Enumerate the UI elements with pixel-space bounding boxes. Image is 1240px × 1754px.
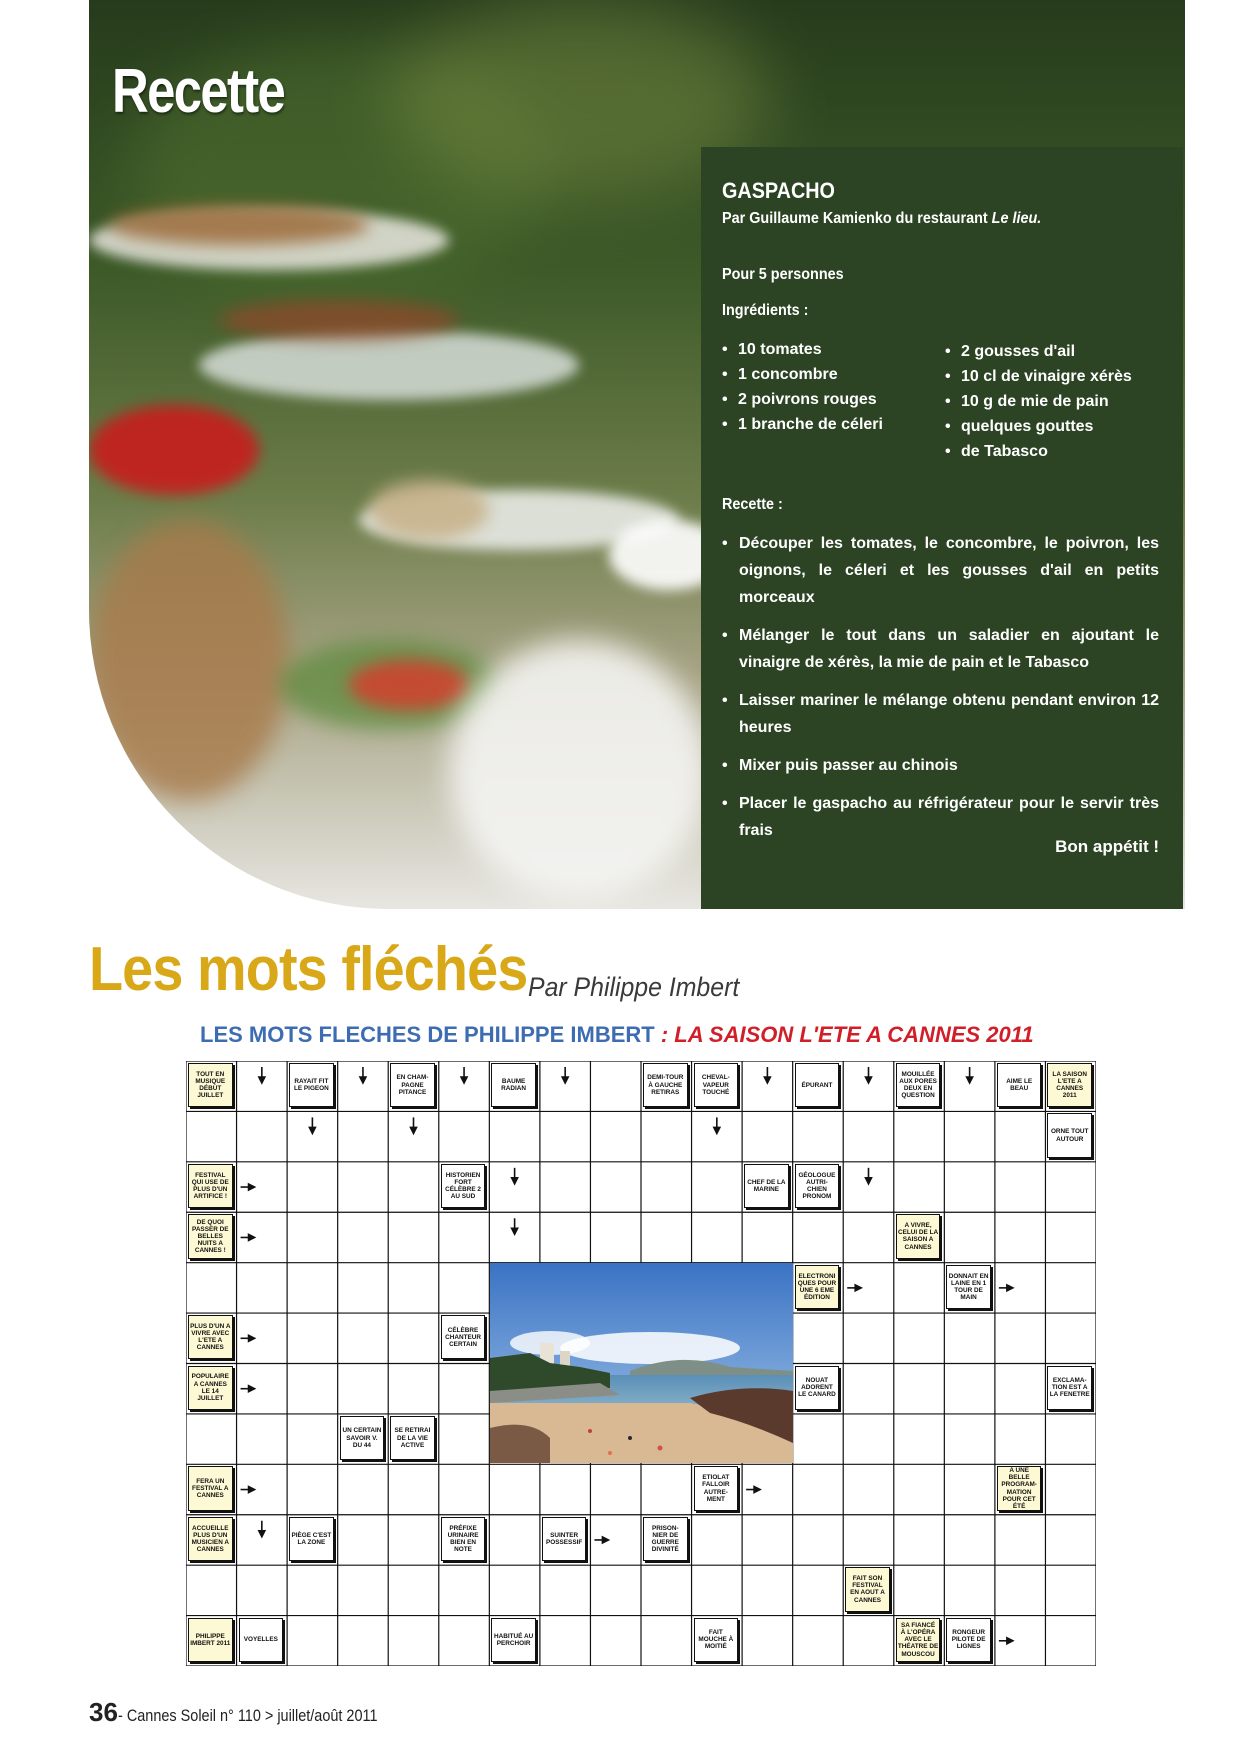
crossword-clue: A VIVRE, CELUI DE LA SAISON A CANNES (896, 1214, 941, 1258)
crossword-clue: SA FIANCÉ À L'OPÉRA AVEC LE THÉATRE DE MOUSCOU (896, 1618, 941, 1662)
crossword-clue: FERA UN FESTIVAL A CANNES (188, 1466, 233, 1510)
steps-list (722, 530, 1159, 855)
arrow-down-icon (866, 1168, 872, 1184)
crossword-clue: GÉOLOGUE AUTRI-CHIEN PRONOM (795, 1164, 840, 1208)
arrow-down-icon (764, 1067, 770, 1083)
ingredients-list-1 (722, 337, 883, 437)
arrow-right-icon (999, 1638, 1013, 1644)
crossword-clue: ORNE TOUT AUTOUR (1047, 1113, 1092, 1157)
crossword-clue: ACCUEILLE PLUS D'UN MUSICIEN A CANNES (188, 1517, 233, 1561)
crossword-clue: FAIT MOUCHE À MOITIÉ (694, 1618, 739, 1662)
ingredient-item: • 10 cl de vinaigre xérès (945, 364, 1132, 389)
crossword-title: Les mots fléchés (89, 935, 528, 1004)
crossword-clue: ÉPURANT (795, 1063, 840, 1107)
ingredients-list-2 (945, 339, 1132, 464)
arrow-down-icon (512, 1218, 518, 1234)
arrow-right-icon (847, 1285, 861, 1291)
arrow-right-icon (241, 1487, 255, 1493)
crossword-clue: HABITUÉ AU PERCHOIR (491, 1618, 536, 1662)
crossword-clue: FAIT SON FESTIVAL EN AOUT A CANNES (845, 1567, 890, 1611)
arrow-down-icon (461, 1067, 467, 1083)
crossword-clue: PLUS D'UN A VIVRE AVEC L'ETE A CANNES (188, 1315, 233, 1359)
crossword-clue: SUINTER POSSESSIF (542, 1517, 587, 1561)
step-item: • Placer le gaspacho au réfrigérateur pour le servir très frais (722, 790, 1159, 844)
ingredient-item: • 2 poivrons rouges (722, 387, 883, 412)
page-section-title: Recette (112, 57, 285, 126)
crossword-subtitle (200, 1022, 1034, 1048)
arrow-right-icon (241, 1234, 255, 1240)
crossword-author: Par Philippe Imbert (528, 972, 740, 1002)
recipe-author (722, 210, 1041, 228)
ingredient-item: • 10 g de mie de pain (945, 389, 1132, 414)
crossword-clue: LA SAISON L'ETE A CANNES 2011 (1047, 1063, 1092, 1107)
crossword-clue: RAYAIT FIT LE PIGEON (289, 1063, 334, 1107)
crossword-clue: RONGEUR PILOTE DE LIGNES (946, 1618, 991, 1662)
recipe-panel (701, 147, 1183, 909)
crossword-clue: HISTORIEN FORT CÉLÈBRE 2 AU SUD (441, 1164, 486, 1208)
crossword-clue: DEMI-TOUR À GAUCHE RETIRAS (643, 1063, 688, 1107)
arrow-right-icon (241, 1335, 255, 1341)
arrow-down-icon (360, 1067, 366, 1083)
ingredient-item-continued: • de Tabasco (945, 439, 1132, 464)
recipe-servings: Pour 5 personnes (722, 266, 844, 283)
crossword-clue: NOUAT ADORENT LE CANARD (795, 1366, 840, 1410)
step-item: • Mixer puis passer au chinois (722, 752, 1159, 779)
crossword-clue: CHEF DE LA MARINE (744, 1164, 789, 1208)
page-number: 36 (89, 1697, 118, 1727)
crossword-clue: PRÉFIXE URINAIRE BIEN EN NOTE (441, 1517, 486, 1561)
arrow-right-icon (999, 1285, 1013, 1291)
ingredients-label: Ingrédients : (722, 302, 809, 319)
crossword-clue: DE QUOI PASSER DE BELLES NUITS A CANNES ! (188, 1214, 233, 1258)
crossword-clue: EXCLAMA-TION EST A LA FENETRE (1047, 1366, 1092, 1410)
crossword-clue: ELECTRONI QUES POUR UNE 6 EME ÉDITION (795, 1265, 840, 1309)
arrow-right-icon (241, 1184, 255, 1190)
steps-label: Recette : (722, 496, 783, 513)
crossword-clue: PHILIPPE IMBERT 2011 (188, 1618, 233, 1662)
arrow-down-icon (866, 1067, 872, 1083)
ingredient-item: • 1 branche de céleri (722, 412, 883, 437)
crossword-clue: PIÈGE C'EST LA ZONE (289, 1517, 334, 1561)
step-item: • Laisser mariner le mélange obtenu pendant environ 12 heures (722, 687, 1159, 741)
crossword-clue: FESTIVAL QUI USE DE PLUS D'UN ARTIFICE ! (188, 1164, 233, 1208)
arrow-right-icon (594, 1537, 608, 1543)
arrow-right-icon (746, 1487, 760, 1493)
arrow-right-icon (241, 1386, 255, 1392)
recipe-author-prefix: Par Guillaume Kamienko du restaurant (722, 210, 992, 227)
crossword-clue: ETIOLAT FALLOIR AUTRE-MENT (694, 1466, 739, 1510)
footer-text: - Cannes Soleil n° 110 > juillet/août 2011 (117, 1706, 378, 1725)
ingredient-item: • 2 gousses d'ail (945, 339, 1132, 364)
crossword-clue: PRISON-NIER DE GUERRE DIVINITÉ (643, 1517, 688, 1561)
crossword-clue: SE RETIRAI DE LA VIE ACTIVE (390, 1416, 435, 1460)
crossword-clue: VOYELLES (239, 1618, 284, 1662)
arrow-down-icon (967, 1067, 973, 1083)
crossword-clue: A UNE BELLE PROGRAM-MATION POUR CET ÉTÉ (997, 1466, 1042, 1510)
ingredient-item: • 1 concombre (722, 362, 883, 387)
beach-photo (490, 1263, 793, 1463)
page-footer (89, 1697, 423, 1728)
crossword-clue: EN CHAM-PAGNE PITANCE (390, 1063, 435, 1107)
crossword-clue: DONNAIT EN LAINE EN 1 TOUR DE MAIN (946, 1265, 991, 1309)
crossword-clue: CHEVAL-VAPEUR TOUCHÉ (694, 1063, 739, 1107)
crossword-clue: POPULAIRE A CANNES LE 14 JUILLET (188, 1366, 233, 1410)
step-item: • Découper les tomates, le concombre, le poivron, les oignons, le céleri et les gousses d'ail en petits morceaux (722, 530, 1159, 611)
crossword-subtitle-theme: : LA SAISON L'ETE A CANNES 2011 (660, 1022, 1034, 1047)
arrow-down-icon (714, 1117, 720, 1133)
crossword-clue: BAUME RADIAN (491, 1063, 536, 1107)
crossword-clue: TOUT EN MUSIQUE DÉBUT JUILLET (188, 1063, 233, 1107)
step-item: • Mélanger le tout dans un saladier en ajoutant le vinaigre de xérès, la mie de pain et le Tabasco (722, 622, 1159, 676)
arrow-down-icon (309, 1117, 315, 1133)
arrow-down-icon (512, 1168, 518, 1184)
arrow-down-icon (562, 1067, 568, 1083)
crossword-clue: UN CERTAIN SAVOIR V. DU 44 (340, 1416, 385, 1460)
restaurant-name: Le lieu. (991, 210, 1042, 227)
crossword-clue: MOUILLÉE AUX PORES DEUX EN QUESTION (896, 1063, 941, 1107)
crossword-grid (186, 1061, 1096, 1666)
ingredient-item: • 10 tomates (722, 337, 883, 362)
crossword-clue: CÉLÈBRE CHANTEUR CERTAIN (441, 1315, 486, 1359)
crossword-subtitle-main: LES MOTS FLECHES DE PHILIPPE IMBERT (200, 1022, 661, 1047)
arrow-down-icon (259, 1521, 265, 1537)
arrow-down-icon (411, 1117, 417, 1133)
arrow-down-icon (259, 1067, 265, 1083)
crossword-clue: AIME LE BEAU (997, 1063, 1042, 1107)
ingredient-item: • quelques gouttes (945, 414, 1132, 439)
recipe-name: GASPACHO (722, 178, 835, 203)
closing-text: Bon appétit ! (1055, 837, 1159, 856)
